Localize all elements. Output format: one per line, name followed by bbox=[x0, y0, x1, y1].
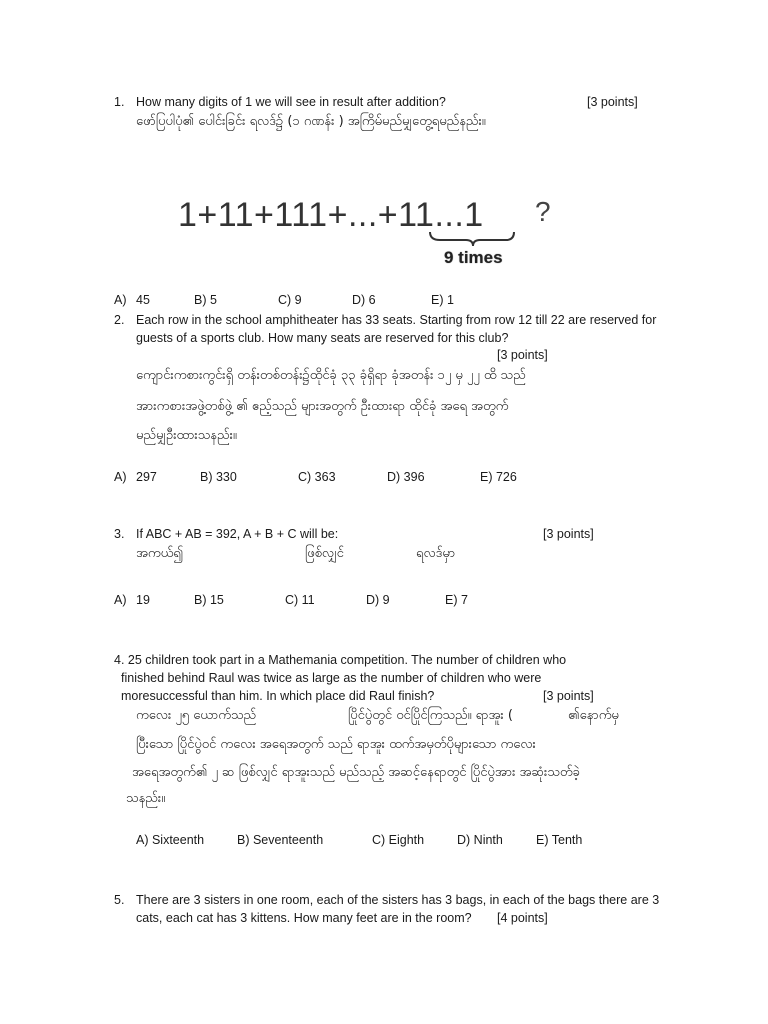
q4-answer-b: B) Seventeenth bbox=[237, 833, 324, 847]
q1-myanmar-text: ဖော်ပြပါပုံ၏ ပေါင်းခြင်း ရလဒ်၌ (၁ ဂဏန်း ) အကြိမ်မည်မျှတွေ့ရမည်နည်း။ bbox=[136, 114, 486, 129]
q5-points: [4 points] bbox=[497, 911, 548, 925]
q2-answer-e: E) 726 bbox=[480, 470, 517, 484]
q2-answer-label: A) bbox=[114, 470, 127, 484]
q2-answer-d: D) 396 bbox=[387, 470, 425, 484]
q1-question-mark: ? bbox=[535, 196, 551, 227]
q4-myanmar-line1a: ကလေး ၂၅ ယောက်သည် bbox=[136, 708, 257, 723]
q1-answer-a: 45 bbox=[136, 293, 150, 307]
q3-myanmar-if: အကယ်၍ bbox=[136, 546, 183, 561]
q4-text-line1: 4. 25 children took part in a Mathemania competition. The number of children who bbox=[114, 653, 567, 667]
q2-myanmar-line3: မည်မျှဦးထားသနည်း။ bbox=[136, 428, 237, 443]
q4-answer-c: C) Eighth bbox=[372, 833, 425, 847]
q1-answer-label: A) bbox=[114, 293, 127, 307]
q5-text-line1: There are 3 sisters in one room, each of the sisters has 3 bags, in each of the bags there are 3 bbox=[136, 893, 660, 907]
q4-myanmar-line3: အရေအတွက်၏ ၂ ဆ ဖြစ်လျှင် ရာအူးသည် မည်သည့် အဆင့်နေရာတွင် ပြိုင်ပွဲအား အဆုံးသတ်ခဲ့ bbox=[132, 765, 580, 780]
q5-number: 5. bbox=[114, 893, 125, 907]
q3-answer-a: 19 bbox=[136, 593, 150, 607]
q4-points: [3 points] bbox=[543, 689, 594, 703]
q2-text-line2: guests of a sports club. How many seats are reserved for this club? bbox=[136, 331, 509, 345]
q1-brace-label: 9 times bbox=[444, 248, 503, 267]
q4-answer-d: D) Ninth bbox=[457, 833, 503, 847]
q1-answer-b: B) 5 bbox=[194, 293, 217, 307]
q4-myanmar-line1b: ပြိုင်ပွဲတွင် ဝင်ပြိုင်ကြသည်။ ရာအူး ( bbox=[348, 708, 513, 723]
q4-text-line3: moresuccessful than him. In which place did Raul finish? bbox=[121, 689, 435, 703]
q3-myanmar-result: ရလဒ်မှာ bbox=[416, 546, 456, 561]
q2-text-line1: Each row in the school amphitheater has 33 seats. Starting from row 12 till 22 are reserved for bbox=[136, 313, 657, 327]
q3-answer-b: B) 15 bbox=[194, 593, 224, 607]
q2-myanmar-line2: အားကစားအဖွဲ့တစ်ဖွဲ့ ၏ ဧည့်သည် များအတွက် ဦးထားရာ ထိုင်ခုံ အရေ အတွက် bbox=[136, 399, 509, 414]
brace-icon bbox=[428, 230, 518, 248]
q3-answer-e: E) 7 bbox=[445, 593, 468, 607]
q3-number: 3. bbox=[114, 527, 125, 541]
q4-myanmar-line4: သနည်း။ bbox=[126, 791, 166, 806]
q2-answer-c: C) 363 bbox=[298, 470, 336, 484]
q1-formula: 1+11+111+...+11...1 bbox=[178, 196, 484, 234]
q3-answer-c: C) 11 bbox=[285, 593, 315, 607]
q4-answer-a: A) Sixteenth bbox=[136, 833, 205, 847]
q2-answer-b: B) 330 bbox=[200, 470, 237, 484]
q2-points: [3 points] bbox=[497, 348, 548, 362]
q2-number: 2. bbox=[114, 313, 125, 327]
q2-myanmar-line1: ကျောင်းကစားကွင်းရှိ တန်းတစ်တန်း၌ထိုင်ခုံ ၃၃ ခုံရှိရာ ခုံအတန်း ၁၂ မှ ၂၂ ထိ သည် bbox=[136, 368, 526, 383]
q3-points: [3 points] bbox=[543, 527, 594, 541]
q4-myanmar-line1c: ၏နောက်မှ bbox=[568, 708, 619, 723]
q1-answer-e: E) 1 bbox=[431, 293, 454, 307]
q1-answer-c: C) 9 bbox=[278, 293, 302, 307]
q1-answer-d: D) 6 bbox=[352, 293, 376, 307]
q1-text: How many digits of 1 we will see in result after addition? bbox=[136, 95, 446, 109]
q4-text-line2: finished behind Raul was twice as large as the number of children who were bbox=[121, 671, 542, 685]
q5-text-line2: cats, each cat has 3 kittens. How many feet are in the room? bbox=[136, 911, 472, 925]
q3-answer-d: D) 9 bbox=[366, 593, 390, 607]
q3-text: If ABC + AB = 392, A + B + C will be: bbox=[136, 527, 339, 541]
q3-myanmar-then: ဖြစ်လျှင် bbox=[305, 546, 344, 561]
q2-answer-a: 297 bbox=[136, 470, 157, 484]
q1-number: 1. bbox=[114, 95, 125, 109]
q4-answer-e: E) Tenth bbox=[536, 833, 583, 847]
q1-points: [3 points] bbox=[587, 95, 638, 109]
q4-myanmar-line2: ပြီးသော ပြိုင်ပွဲဝင် ကလေး အရေအတွက် သည် ရာအူး ထက်အမှတ်ပိုများသော ကလေး bbox=[136, 737, 536, 752]
q3-answer-label: A) bbox=[114, 593, 127, 607]
